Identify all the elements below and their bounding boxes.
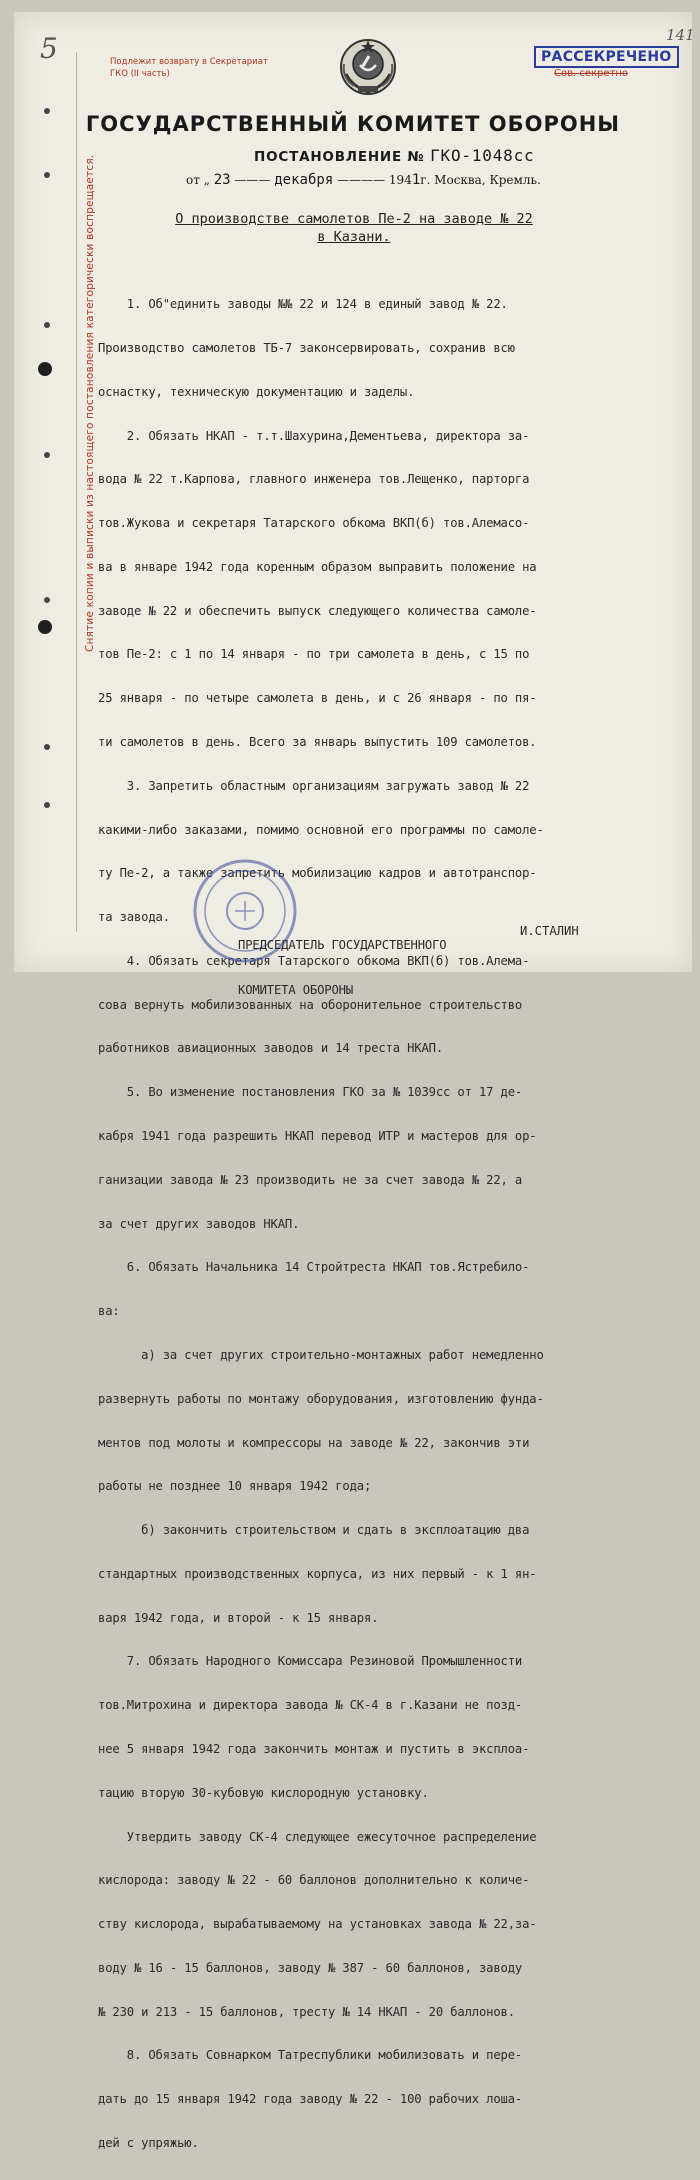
body-line: оснастку, техническую документацию и заделы. [98,384,415,399]
date-suffix: г. Москва, Кремль. [420,173,541,187]
subject-line: в Казани. [317,229,391,245]
body-line: дей с упряжью. [98,2136,199,2150]
date-year-digit: 1 [411,172,421,188]
return-note-line: Подлежит возврату в Секретариат [110,57,268,67]
signature-title-line: КОМИТЕТА ОБОРОНЫ [238,983,353,997]
body-line: дать до 15 января 1942 года заводу № 22 - 100 рабочих лоша- [98,2092,523,2107]
binder-dot [44,452,50,458]
body-line: стандартных производственных корпуса, из них первый - к 1 ян- [98,1566,537,1581]
signature-title [238,908,446,1028]
body-line: 5. Во изменение постановления ГКО за № 1039сс от 17 де- [98,1085,523,1100]
body-line: б) закончить строительством и сдать в эксплоатацию два [98,1523,530,1538]
body-line: кабря 1941 года разрешить НКАП перевод ИТР и мастеров для ор- [98,1129,537,1144]
body-line: ству кислорода, вырабатываемому на установках завода № 22,за- [98,1917,537,1932]
body-line: нее 5 января 1942 года закончить монтаж и пустить в эксплоа- [98,1741,530,1756]
declassified-stamp: РАССЕКРЕЧЕНО [534,46,679,68]
body-line: какими-либо заказами, помимо основной его программы по самоле- [98,822,544,837]
body-line: ва в январе 1942 года коренным образом выправить положение на [98,559,537,574]
side-warning: Снятие копии и выписки из настоящего постановления категорически воспрещается. [84,154,96,652]
binder-dot [44,802,50,808]
body-line: сова вернуть мобилизованных на оборонительное строительство [98,997,523,1012]
body-line: Утвердить заводу СК-4 следующее ежесуточное распределение [98,1829,537,1844]
binder-dot [44,322,50,328]
pencil-mark: 5 [40,32,58,65]
body-line: ти самолетов в день. Всего за январь выпустить 109 самолетов. [98,735,537,749]
binder-dot [44,744,50,750]
subject-line: О производстве самолетов Пе-2 на заводе № 22 [175,211,533,227]
body-line: работников авиационных заводов и 14 треста НКАП. [98,1041,443,1056]
binder-dot [44,597,50,603]
binder-hole [38,620,52,634]
body-line: тов.Митрохина и директора завода № СК-4 в г.Казани не позд- [98,1698,523,1713]
date-year-prefix: 194 [388,173,412,187]
page-number: 141 [666,26,695,44]
body-line: за счет других заводов НКАП. [98,1216,300,1231]
signatory-name: И.СТАЛИН [520,924,579,938]
decree-number: ГКО-1048сс [430,146,535,165]
body-line: ментов под молоты и компрессоры на заводе № 22, закончив эти [98,1435,530,1450]
body-line: 7. Обязать Народного Комиссара Резиновой Промышленности [98,1654,523,1669]
return-note [110,56,268,80]
body-line: 6. Обязать Начальника 14 Стройтреста НКАП тов.Ястребило- [98,1260,530,1275]
margin-rule [76,52,77,932]
soviet-emblem-icon [336,34,400,98]
body-line: № 230 и 213 - 15 баллонов, тресту № 14 НКАП - 20 баллонов. [98,2004,515,2019]
document-title: ГОСУДАРСТВЕННЫЙ КОМИТЕТ ОБОРОНЫ [85,112,621,136]
struck-secret-mark: Сов. секретно [554,68,629,79]
body-line: ва: [98,1304,120,1319]
return-note-line: ГКО (II часть) [110,69,170,79]
subject-heading [164,210,544,246]
date-line: от „ 23 ——— декабря ———— 1941г. Москва, Кремль. [186,172,541,188]
body-line: работы не позднее 10 января 1942 года; [98,1479,372,1494]
body-line: Производство самолетов ТБ-7 законсервировать, сохранив всю [98,340,515,355]
body-line: заводе № 22 и обеспечить выпуск следующего количества самоле- [98,603,537,618]
body-line: 3. Запретить областным организациям загружать завод № 22 [98,778,530,793]
body-line: 2. Обязать НКАП - т.т.Шахурина,Дементьева, директора за- [98,428,530,443]
signature-title-line: ПРЕДСЕДАТЕЛЬ ГОСУДАРСТВЕННОГО [238,938,447,952]
body-line: кислорода: заводу № 22 - 60 баллонов дополнительно к количе- [98,1873,530,1888]
body-line: 25 января - по четыре самолета в день, и с 26 января - по пя- [98,691,537,706]
binder-dot [44,172,50,178]
document-page [14,12,695,2150]
decree-body [98,268,690,2180]
body-line: 8. Обязать Совнарком Татреспублики мобилизовать и пере- [98,2048,523,2063]
date-from: от [186,173,200,187]
date-month: декабря [274,172,334,188]
body-line: 4. Обязать секретаря Татарского обкома ВКП(б) тов.Алема- [98,953,530,968]
body-line: варя 1942 года, и второй - к 15 января. [98,1610,379,1625]
body-line: воду № 16 - 15 баллонов, заводу № 387 - 60 баллонов, заводу [98,1960,523,1975]
decree-label: ПОСТАНОВЛЕНИЕ № [254,149,425,165]
body-line: тов Пе-2: с 1 по 14 января - по три самолета в день, с 15 по [98,647,530,662]
decree-line [254,146,534,165]
body-line: тацию вторую 30-кубовую кислородную установку. [98,1785,429,1800]
body-line: 1. Об"единить заводы №№ 22 и 124 в единый завод № 22. [98,297,508,312]
date-day: 23 [213,172,231,188]
body-line: а) за счет других строительно-монтажных работ немедленно [98,1347,544,1362]
body-line: та завода. [98,910,170,925]
body-line: ту Пе-2, а также запретить мобилизацию кадров и автотранспор- [98,866,537,881]
body-line: ганизации завода № 23 производить не за счет завода № 22, а [98,1172,523,1187]
body-line: вода № 22 т.Карпова, главного инженера тов.Лещенко, парторга [98,472,530,487]
body-line: тов.Жукова и секретаря Татарского обкома ВКП(б) тов.Алемасо- [98,516,530,531]
binder-hole [38,362,52,376]
body-line: развернуть работы по монтажу оборудования, изготовлению фунда- [98,1391,544,1406]
